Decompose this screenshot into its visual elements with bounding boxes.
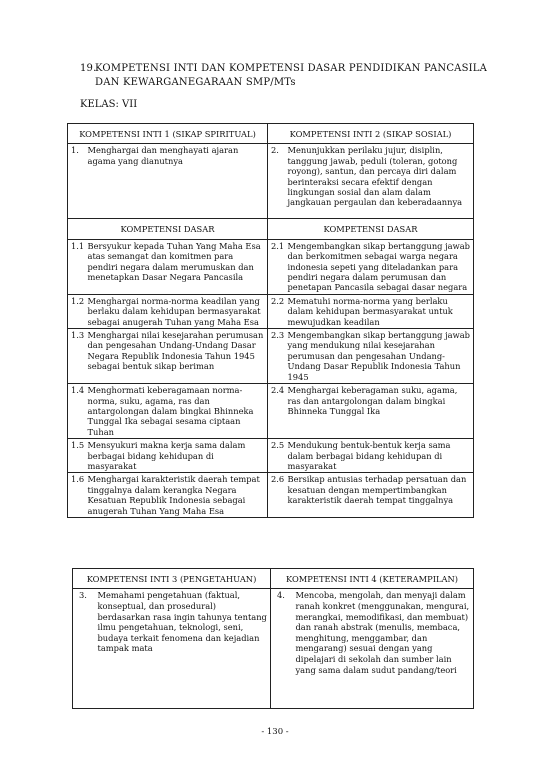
ki3-header: KOMPETENSI INTI 3 (PENGETAHUAN) (73, 569, 271, 589)
ki-header-row (68, 124, 474, 144)
kd-number: 2.5 (268, 439, 285, 473)
kd-text: Mendukung bentuk-bentuk kerja sama dalam berbagai bidang kehidupan di masyarakat (285, 439, 474, 473)
kd-text: Menghargai karakteristik daerah tempat tinggalnya dalam kerangka Negara Kesatuan Republik Indonesia sebagai anugerah Tuhan Yang Maha Esa (85, 473, 268, 518)
kd-number: 2.3 (268, 329, 285, 384)
ki3-number: 3. (73, 589, 95, 709)
ki2-text: Menunjukkan perilaku jujur, disiplin, tanggung jawab, peduli (toleran, gotong royong), santun, dan percaya diri dalam berinteraksi secara efektif dengan lingkungan sosial dan alam dalam jangkauan pergaulan dan keberadaannya (285, 144, 474, 219)
ki4-text: Mencoba, mengolah, dan menyaji dalam ranah konkret (menggunakan, mengurai, merangkai, memodifikasi, dan membuat) dan ranah abstrak (menulis, membaca, menghitung, menggambar, dan mengarang) sesuai dengan yang dipelajari di sekolah dan sumber lain yang sama dalam sudut pandang/teori (293, 589, 474, 709)
section-title-line-2: DAN KEWARGANEGARAAN SMP/MTs (95, 77, 296, 88)
kd-text: Mensyukuri makna kerja sama dalam berbagai bidang kehidupan di masyarakat (85, 439, 268, 473)
ki2-number: 2. (268, 144, 285, 219)
kd-text: Menghargai keberagaman suku, agama, ras dan antargolongan dalam bingkai Bhinneka Tunggal Ika (285, 384, 474, 439)
ki-header-row (73, 569, 474, 589)
ki-row (73, 589, 474, 709)
kd-number: 1.1 (68, 239, 85, 294)
kd-number: 1.3 (68, 329, 85, 384)
page-number: - 130 - (261, 727, 289, 737)
ki4-header: KOMPETENSI INTI 4 (KETERAMPILAN) (271, 569, 474, 589)
competency-table-2 (72, 568, 474, 709)
ki1-header: KOMPETENSI INTI 1 (SIKAP SPIRITUAL) (68, 124, 268, 144)
ki2-header: KOMPETENSI INTI 2 (SIKAP SOSIAL) (268, 124, 474, 144)
section-title-line-1: KOMPETENSI INTI DAN KOMPETENSI DASAR PENDIDIKAN PANCASILA (95, 63, 488, 74)
kd-text: Menghormati keberagamaan norma-norma, suku, agama, ras dan antargolongan dalam bingkai Bhinneka Tunggal Ika sebagai sesama ciptaan Tuhan (85, 384, 268, 439)
kd-number: 1.5 (68, 439, 85, 473)
table-row (68, 329, 474, 384)
kd-text: Mengembangkan sikap bertanggung jawab yang mendukung nilai kesejarahan perumusan dan pengesahan Undang-Undang Dasar Republik Indonesia Tahun 1945 (285, 329, 474, 384)
kd-number: 2.4 (268, 384, 285, 439)
kd-number: 1.2 (68, 294, 85, 328)
kd-text: Mematuhi norma-norma yang berlaku dalam kehidupan bermasyarakat untuk mewujudkan keadilan (285, 294, 474, 328)
table-row (68, 384, 474, 439)
section-number: 19. (80, 63, 97, 74)
table-row (68, 473, 474, 518)
kd-number: 2.2 (268, 294, 285, 328)
kd-text: Bersyukur kepada Tuhan Yang Maha Esa atas semangat dan komitmen para pendiri negara dalam merumuskan dan menetapkan Dasar Negara Pancasila (85, 239, 268, 294)
ki1-text: Menghargai dan menghayati ajaran agama yang dianutnya (85, 144, 268, 219)
table-row (68, 294, 474, 328)
ki3-text: Memahami pengetahuan (faktual, konseptual, dan prosedural) berdasarkan rasa ingin tahunya tentang ilmu pengetahuan, teknologi, seni, budaya terkait fenomena dan kejadian tampak mata (95, 589, 271, 709)
competency-table (67, 123, 474, 518)
kd-text: Mengembangkan sikap bertanggung jawab dan berkomitmen sebagai warga negara indonesia sepeti yang diteladankan para pendiri negara dalam perumusan dan penetapan Pancasila sebagai dasar negara (285, 239, 474, 294)
kd-text: Menghargai norma-norma keadilan yang berlaku dalam kehidupan bermasyarakat sebagai anugerah Tuhan yang Maha Esa (85, 294, 268, 328)
ki-row (68, 144, 474, 219)
class-label: KELAS: VII (80, 99, 138, 110)
kd-number: 1.6 (68, 473, 85, 518)
ki1-number: 1. (68, 144, 85, 219)
ki4-number: 4. (271, 589, 293, 709)
kd-right-header: KOMPETENSI DASAR (268, 219, 474, 239)
kd-text: Menghargai nilai kesejarahan perumusan dan pengesahan Undang-Undang Dasar Negara Republik Indonesia Tahun 1945 sebagai bentuk sikap beriman (85, 329, 268, 384)
kd-number: 1.4 (68, 384, 85, 439)
kd-header-row (68, 219, 474, 239)
table-row (68, 439, 474, 473)
kd-text: Bersikap antusias terhadap persatuan dan kesatuan dengan mempertimbangkan karakteristik daerah tempat tinggalnya (285, 473, 474, 518)
table-row (68, 239, 474, 294)
kd-left-header: KOMPETENSI DASAR (68, 219, 268, 239)
kd-number: 2.1 (268, 239, 285, 294)
kd-number: 2.6 (268, 473, 285, 518)
